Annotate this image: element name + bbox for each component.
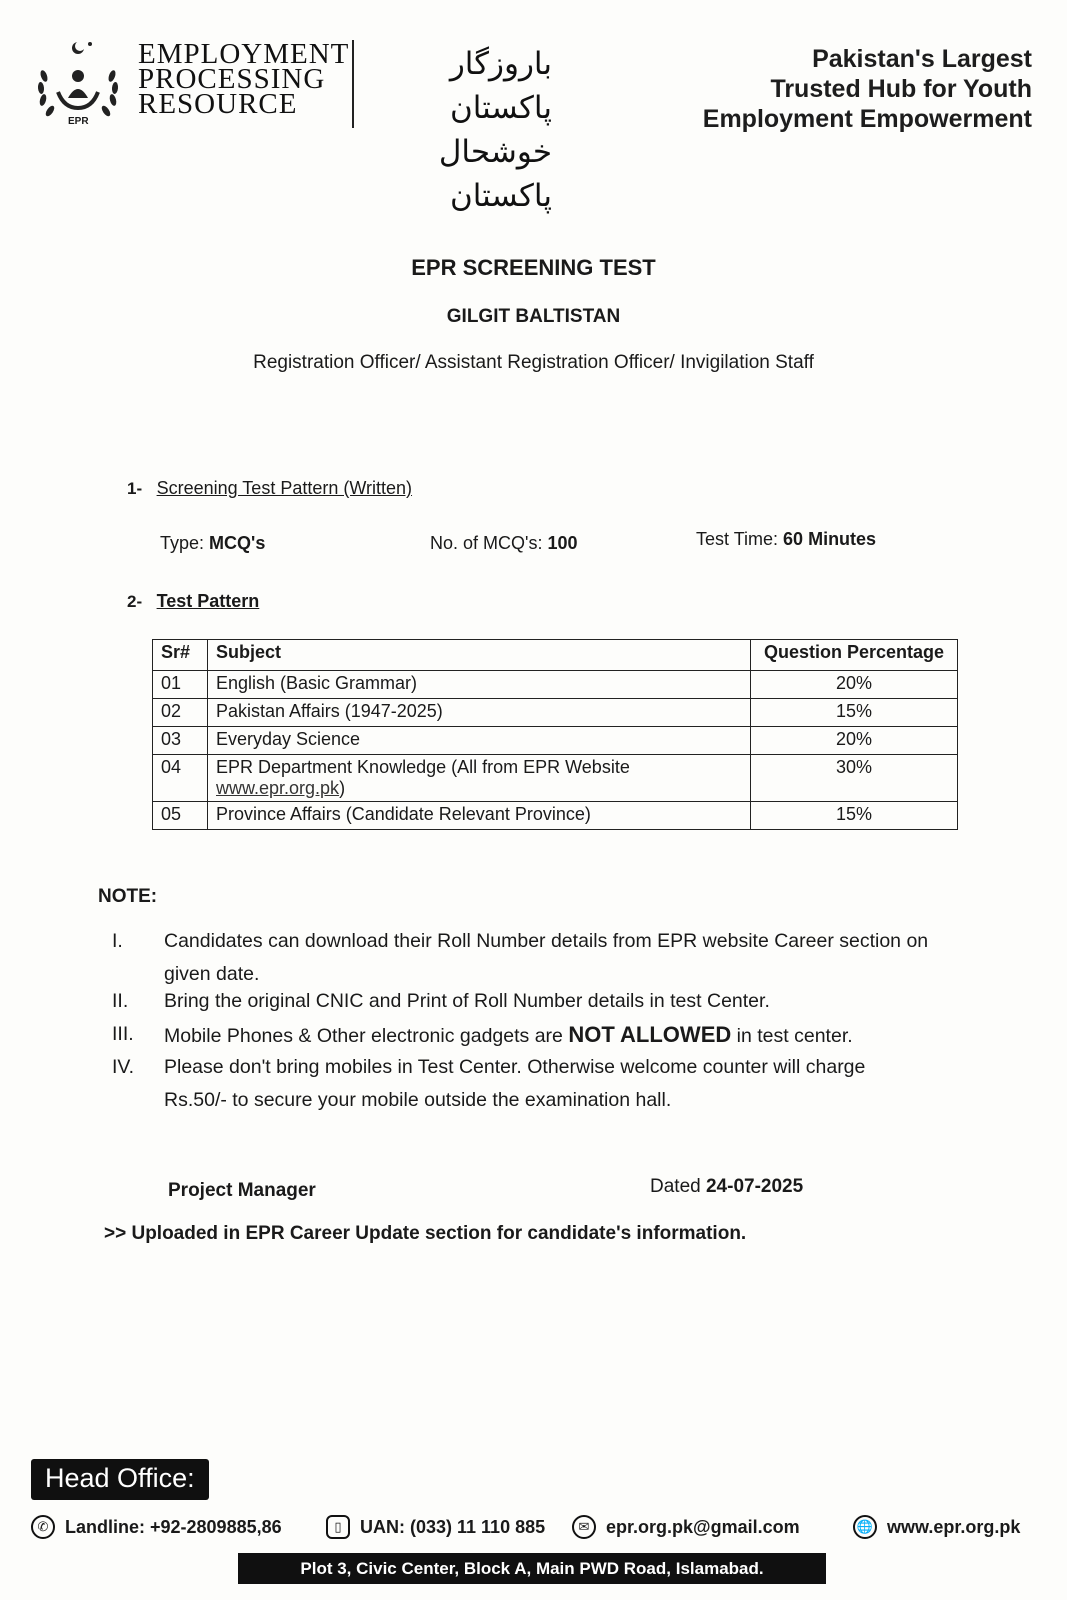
section2-heading [127, 591, 259, 612]
email-contact [572, 1515, 800, 1539]
test-type [160, 533, 265, 554]
document-date [650, 1176, 803, 1198]
row-percentage: 20% [751, 671, 958, 699]
row-sr: 05 [153, 802, 208, 830]
email-text[interactable]: epr.org.pk@gmail.com [606, 1516, 800, 1537]
upload-notice: >> Uploaded in EPR Career Update section for candidate's information. [104, 1223, 747, 1244]
table-row [153, 699, 958, 727]
uan-text: UAN: (033) 11 110 885 [360, 1516, 546, 1537]
column-header-subject: Subject [208, 640, 751, 671]
epr-website-link[interactable]: www.epr.org.pk [216, 778, 340, 798]
note-text-after: in test center. [731, 1025, 853, 1047]
section2-number: 2- [127, 592, 143, 611]
row-sr: 02 [153, 699, 208, 727]
note-heading: NOTE: [98, 886, 158, 907]
test-time-label: Test Time: [696, 529, 779, 549]
row-subject-text: EPR Department Knowledge (All from EPR Website [216, 757, 630, 777]
row-percentage: 30% [751, 755, 958, 802]
landline-text: Landline: +92-2809885,86 [65, 1516, 282, 1537]
row-percentage: 20% [751, 727, 958, 755]
positions-subtitle: Registration Officer/ Assistant Registration Officer/ Invigilation Staff [253, 352, 814, 373]
mobile-icon: ▯ [326, 1515, 350, 1539]
head-office-label: Head Office: [31, 1459, 209, 1500]
note-item [112, 985, 972, 1018]
note-item-text: Candidates can download their Roll Number details from EPR website Career section on given date. [164, 930, 929, 985]
table-row [153, 727, 958, 755]
org-name-line1: EMPLOYMENT [138, 38, 350, 70]
note-text-before: Mobile Phones & Other electronic gadgets are [164, 1025, 569, 1047]
website-text[interactable]: www.epr.org.pk [887, 1516, 1021, 1537]
tagline-line2: Trusted Hub for Youth [770, 75, 1032, 103]
note-item-text: Please don't bring mobiles in Test Center. Otherwise welcome counter will charge Rs.50/- to secure your mobile outside the examination hall. [164, 1056, 866, 1111]
row-percentage: 15% [751, 802, 958, 830]
uan-contact [326, 1515, 545, 1539]
row-subject: Pakistan Affairs (1947-2025) [208, 699, 751, 727]
table-header-row [153, 640, 958, 671]
org-name-line3: RESOURCE [138, 88, 298, 120]
section1-heading [127, 478, 412, 499]
mcq-count [430, 533, 578, 554]
note-item-number: IV. [112, 1056, 135, 1078]
not-allowed-emphasis: NOT ALLOWED [568, 1022, 732, 1047]
org-name-line2: PROCESSING [138, 63, 326, 95]
column-header-percentage: Question Percentage [751, 640, 958, 671]
header-divider [352, 40, 354, 128]
region-title: GILGIT BALTISTAN [446, 306, 621, 327]
test-time [696, 529, 876, 550]
website-contact [853, 1515, 1020, 1539]
note-item-number: II. [112, 990, 129, 1012]
dated-value: 24-07-2025 [705, 1176, 804, 1197]
column-header-sr: Sr# [153, 640, 208, 671]
tagline-line1: Pakistan's Largest [812, 45, 1032, 73]
office-address: Plot 3, Civic Center, Block A, Main PWD Road, Islamabad. [238, 1553, 826, 1584]
dated-label: Dated [650, 1176, 701, 1197]
tagline-line3: Employment Empowerment [702, 105, 1032, 133]
row-sr: 03 [153, 727, 208, 755]
organization-name [138, 38, 350, 120]
row-sr: 04 [153, 755, 208, 802]
globe-icon: 🌐 [853, 1515, 877, 1539]
test-time-value: 60 Minutes [783, 529, 877, 549]
table-row [153, 802, 958, 830]
note-item-text: Bring the original CNIC and Print of Roll Number details in test Center. [164, 990, 770, 1012]
row-subject: English (Basic Grammar) [208, 671, 751, 699]
test-pattern-table [152, 639, 958, 830]
row-subject: Province Affairs (Candidate Relevant Province) [208, 802, 751, 830]
section1-number: 1- [127, 479, 143, 498]
urdu-slogan-line1: باروزگار پاکستان [449, 46, 552, 126]
note-item [112, 925, 972, 991]
test-type-value: MCQ's [209, 533, 266, 553]
mcq-count-value: 100 [547, 533, 578, 553]
mcq-count-label: No. of MCQ's: [430, 533, 543, 553]
emblem-label: EPR [68, 116, 89, 127]
test-type-label: Type: [160, 533, 205, 553]
epr-logo-emblem [30, 36, 126, 132]
header-tagline [703, 44, 1032, 134]
table-row [153, 671, 958, 699]
phone-icon: ✆ [31, 1515, 55, 1539]
note-item-number: I. [112, 930, 123, 952]
table-row [153, 755, 958, 802]
row-percentage: 15% [751, 699, 958, 727]
note-item-text [164, 1018, 964, 1053]
urdu-slogan [372, 42, 552, 218]
note-item [112, 1018, 972, 1051]
row-sr: 01 [153, 671, 208, 699]
row-subject: Everyday Science [208, 727, 751, 755]
landline-contact [31, 1515, 282, 1539]
row-subject-close: ) [339, 778, 346, 798]
section2-title: Test Pattern [156, 591, 260, 611]
signatory-role: Project Manager [168, 1180, 316, 1201]
section1-title: Screening Test Pattern (Written) [156, 478, 413, 498]
row-subject [208, 755, 751, 802]
mail-icon: ✉ [572, 1515, 596, 1539]
urdu-slogan-line2: خوشحال پاکستان [438, 134, 552, 214]
document-title: EPR SCREENING TEST [411, 255, 656, 280]
note-item-number: III. [112, 1023, 134, 1045]
note-item [112, 1051, 972, 1117]
